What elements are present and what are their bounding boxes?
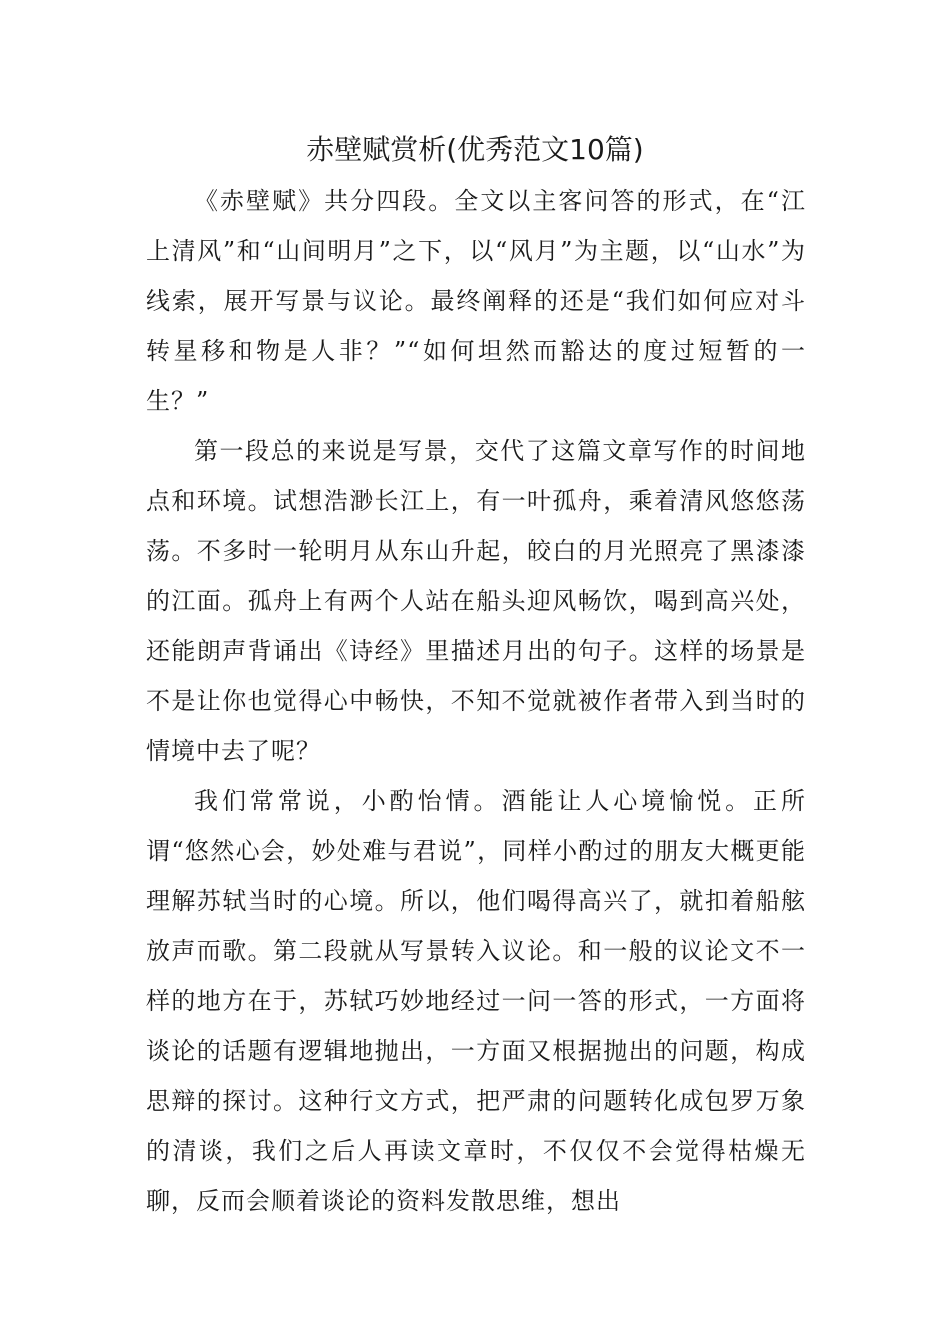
- paragraph-1: 《赤壁赋》共分四段。全文以主客问答的形式，在“江上清风”和“山间明月”之下，以“风月”为主题，以“山水”为线索，展开写景与议论。最终阐释的还是“我们如何应对斗转星移和物是人非？”“如何坦然而豁达的度过短暂的一生？”: [146, 187, 806, 415]
- paragraph-3: 我们常常说，小酌怡情。酒能让人心境愉悦。正所谓“悠然心会，妙处难与君说”，同样小酌过的朋友大概更能理解苏轼当时的心境。所以，他们喝得高兴了，就扣着船舷放声而歌。第二段就从写景转入议论。和一般的议论文不一样的地方在于，苏轼巧妙地经过一问一答的形式，一方面将谈论的话题有逻辑地抛出，一方面又根据抛出的问题，构成思辩的探讨。这种行文方式，把严肃的问题转化成包罗万象的清谈，我们之后人再读文章时，不仅仅不会觉得枯燥无聊，反而会顺着谈论的资料发散思维，想出: [146, 787, 806, 1215]
- document-title: 赤壁赋赏析(优秀范文10篇): [306, 133, 644, 166]
- document-body: [146, 176, 806, 1226]
- paragraph-2: 第一段总的来说是写景，交代了这篇文章写作的时间地点和环境。试想浩渺长江上，有一叶孤舟，乘着清风悠悠荡荡。不多时一轮明月从东山升起，皎白的月光照亮了黑漆漆的江面。孤舟上有两个人站在船头迎风畅饮，喝到高兴处，还能朗声背诵出《诗经》里描述月出的句子。这样的场景是不是让你也觉得心中畅快，不知不觉就被作者带入到当时的情境中去了呢？: [146, 437, 806, 765]
